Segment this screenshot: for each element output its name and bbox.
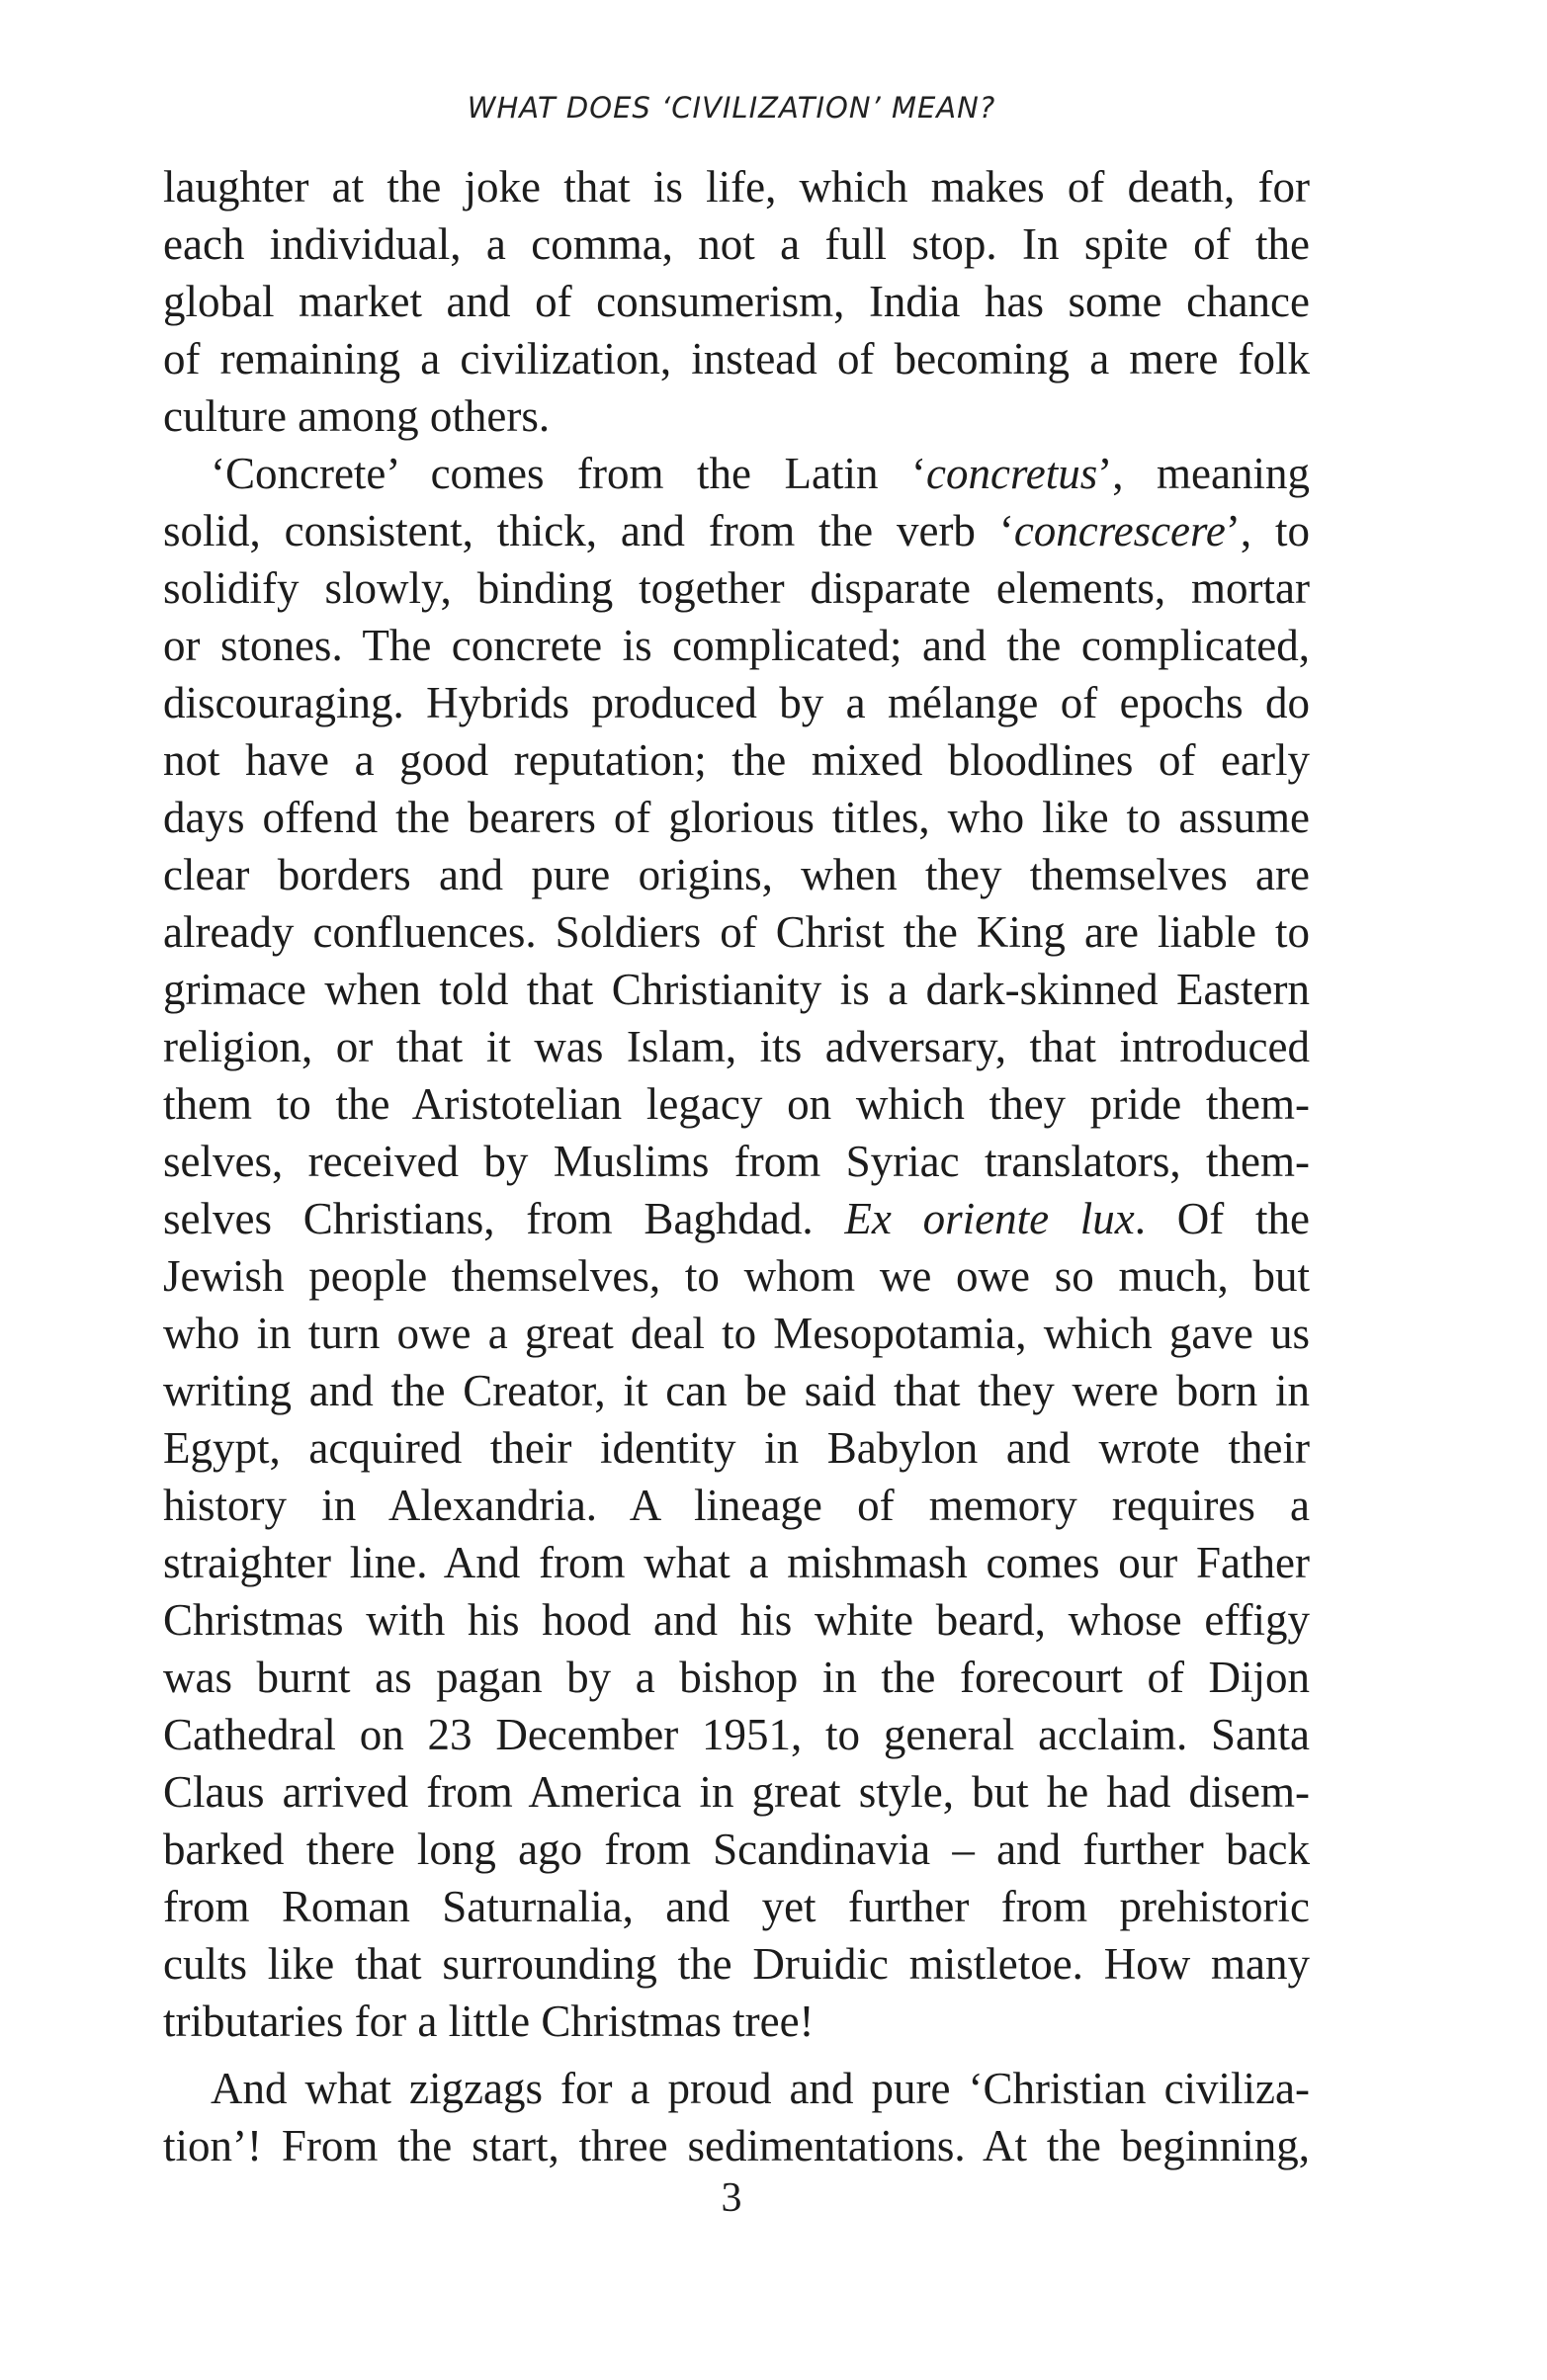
- text-line: straighter line. And from what a mishmash comes our Father: [163, 1538, 1310, 1587]
- running-head: WHAT DOES ‘CIVILIZATION’ MEAN?: [467, 91, 996, 125]
- text-line: them to the Aristotelian legacy on which they pride them-: [163, 1079, 1310, 1129]
- text-line: ‘Concrete’ comes from the Latin ‘concretus’, meaning: [211, 449, 1311, 498]
- text-line: who in turn owe a great deal to Mesopotamia, which gave us: [163, 1309, 1310, 1358]
- text-line: selves, received by Muslims from Syriac translators, them-: [163, 1137, 1310, 1186]
- text-line: global market and of consumerism, India has some chance: [163, 277, 1310, 326]
- paragraph-2: [163, 445, 1310, 2050]
- text-line: Jewish people themselves, to whom we owe so much, but: [163, 1251, 1310, 1301]
- text-line: of remaining a civilization, instead of becoming a mere folk: [163, 334, 1310, 383]
- paragraph-1: [163, 158, 1310, 445]
- text-line: or stones. The concrete is complicated; and the complicated,: [163, 621, 1310, 670]
- text-line: Claus arrived from America in great style, but he had disem-: [163, 1767, 1310, 1817]
- text-line: culture among others.: [163, 391, 551, 441]
- text-line: Egypt, acquired their identity in Babylon and wrote their: [163, 1423, 1310, 1473]
- text-line: And what zigzags for a proud and pure ‘Christian civiliza-: [211, 2064, 1310, 2113]
- text-line: laughter at the joke that is life, which makes of death, for: [163, 162, 1310, 212]
- text-line: solidify slowly, binding together disparate elements, mortar: [163, 563, 1310, 613]
- text-line: from Roman Saturnalia, and yet further from prehistoric: [163, 1882, 1310, 1931]
- text-line: history in Alexandria. A lineage of memory requires a: [163, 1481, 1310, 1530]
- text-line: was burnt as pagan by a bishop in the forecourt of Dijon: [163, 1653, 1310, 1702]
- body-text: [163, 158, 1310, 2174]
- text-line: solid, consistent, thick, and from the verb ‘concrescere’, to: [163, 506, 1310, 555]
- text-line: clear borders and pure origins, when they themselves are: [163, 850, 1310, 899]
- paragraph-3: [163, 2060, 1310, 2174]
- page-number: 3: [721, 2175, 742, 2221]
- text-line: Cathedral on 23 December 1951, to general acclaim. Santa: [163, 1710, 1310, 1759]
- text-line: not have a good reputation; the mixed bloodlines of early: [163, 735, 1310, 785]
- text-line: writing and the Creator, it can be said that they were born in: [163, 1366, 1310, 1415]
- text-line: already confluences. Soldiers of Christ the King are liable to: [163, 907, 1310, 957]
- text-line: discouraging. Hybrids produced by a mélange of epochs do: [163, 678, 1310, 727]
- text-line: barked there long ago from Scandinavia – and further back: [163, 1825, 1310, 1874]
- text-line: Christmas with his hood and his white beard, whose effigy: [163, 1595, 1310, 1645]
- text-line: grimace when told that Christianity is a dark-skinned Eastern: [163, 965, 1310, 1014]
- text-line: days offend the bearers of glorious titles, who like to assume: [163, 793, 1310, 842]
- text-line: religion, or that it was Islam, its adversary, that introduced: [163, 1022, 1310, 1071]
- text-line: cults like that surrounding the Druidic mistletoe. How many: [163, 1939, 1310, 1989]
- text-line: selves Christians, from Baghdad. Ex oriente lux. Of the: [163, 1194, 1310, 1243]
- text-line: tion’! From the start, three sedimentations. At the beginning,: [163, 2121, 1310, 2170]
- text-line: tributaries for a little Christmas tree!: [163, 1997, 815, 2046]
- text-line: each individual, a comma, not a full stop. In spite of the: [163, 219, 1310, 269]
